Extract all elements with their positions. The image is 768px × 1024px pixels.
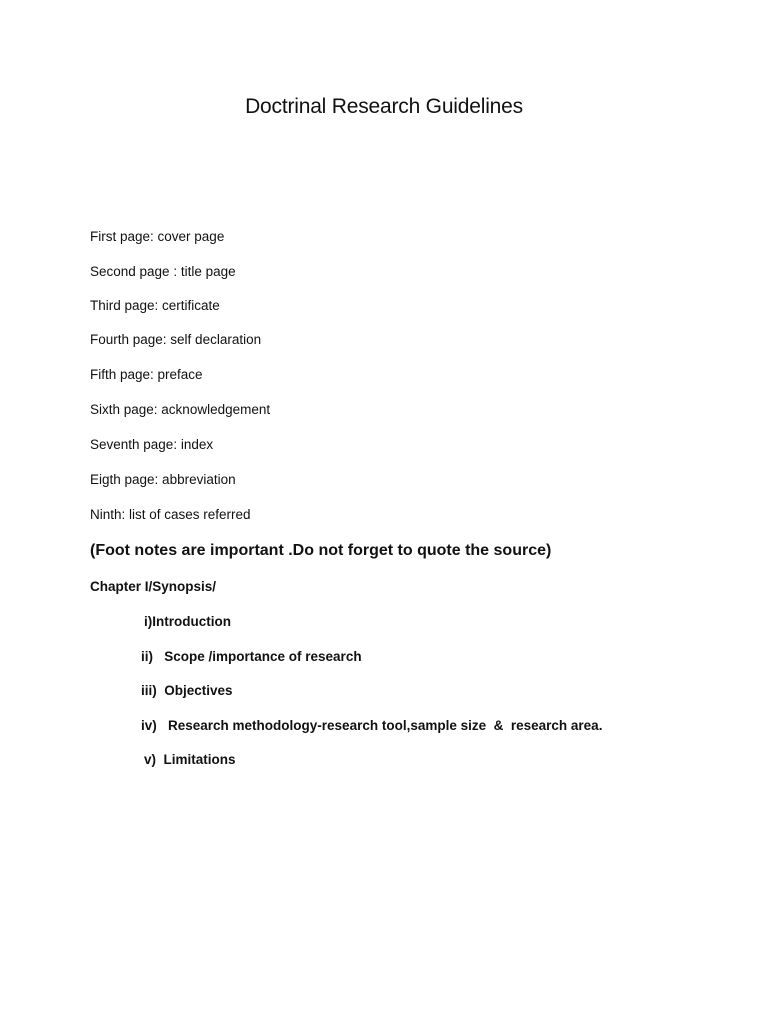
footnote-note: (Foot notes are important .Do not forget to quote the source) (90, 542, 552, 559)
chapter-item: ii) Scope /importance of research (141, 649, 362, 664)
page-list-item: Third page: certificate (90, 298, 220, 313)
page-list-item: Ninth: list of cases referred (90, 507, 251, 522)
chapter-item: v) Limitations (144, 752, 236, 767)
chapter-item: iii) Objectives (141, 683, 233, 698)
chapter-heading: Chapter I/Synopsis/ (90, 579, 217, 594)
page-list-item: First page: cover page (90, 229, 225, 244)
chapter-item: iv) Research methodology-research tool,sample size & research area. (141, 718, 603, 733)
chapter-item: i)Introduction (144, 614, 231, 629)
page-list-item: Fourth page: self declaration (90, 332, 262, 347)
page-list-item: Sixth page: acknowledgement (90, 402, 271, 417)
page-list-item: Eigth page: abbreviation (90, 472, 236, 487)
page-list-item: Second page : title page (90, 264, 236, 279)
page-list-item: Seventh page: index (90, 437, 214, 452)
page-list-item: Fifth page: preface (90, 367, 203, 382)
document-title: Doctrinal Research Guidelines (245, 95, 523, 118)
